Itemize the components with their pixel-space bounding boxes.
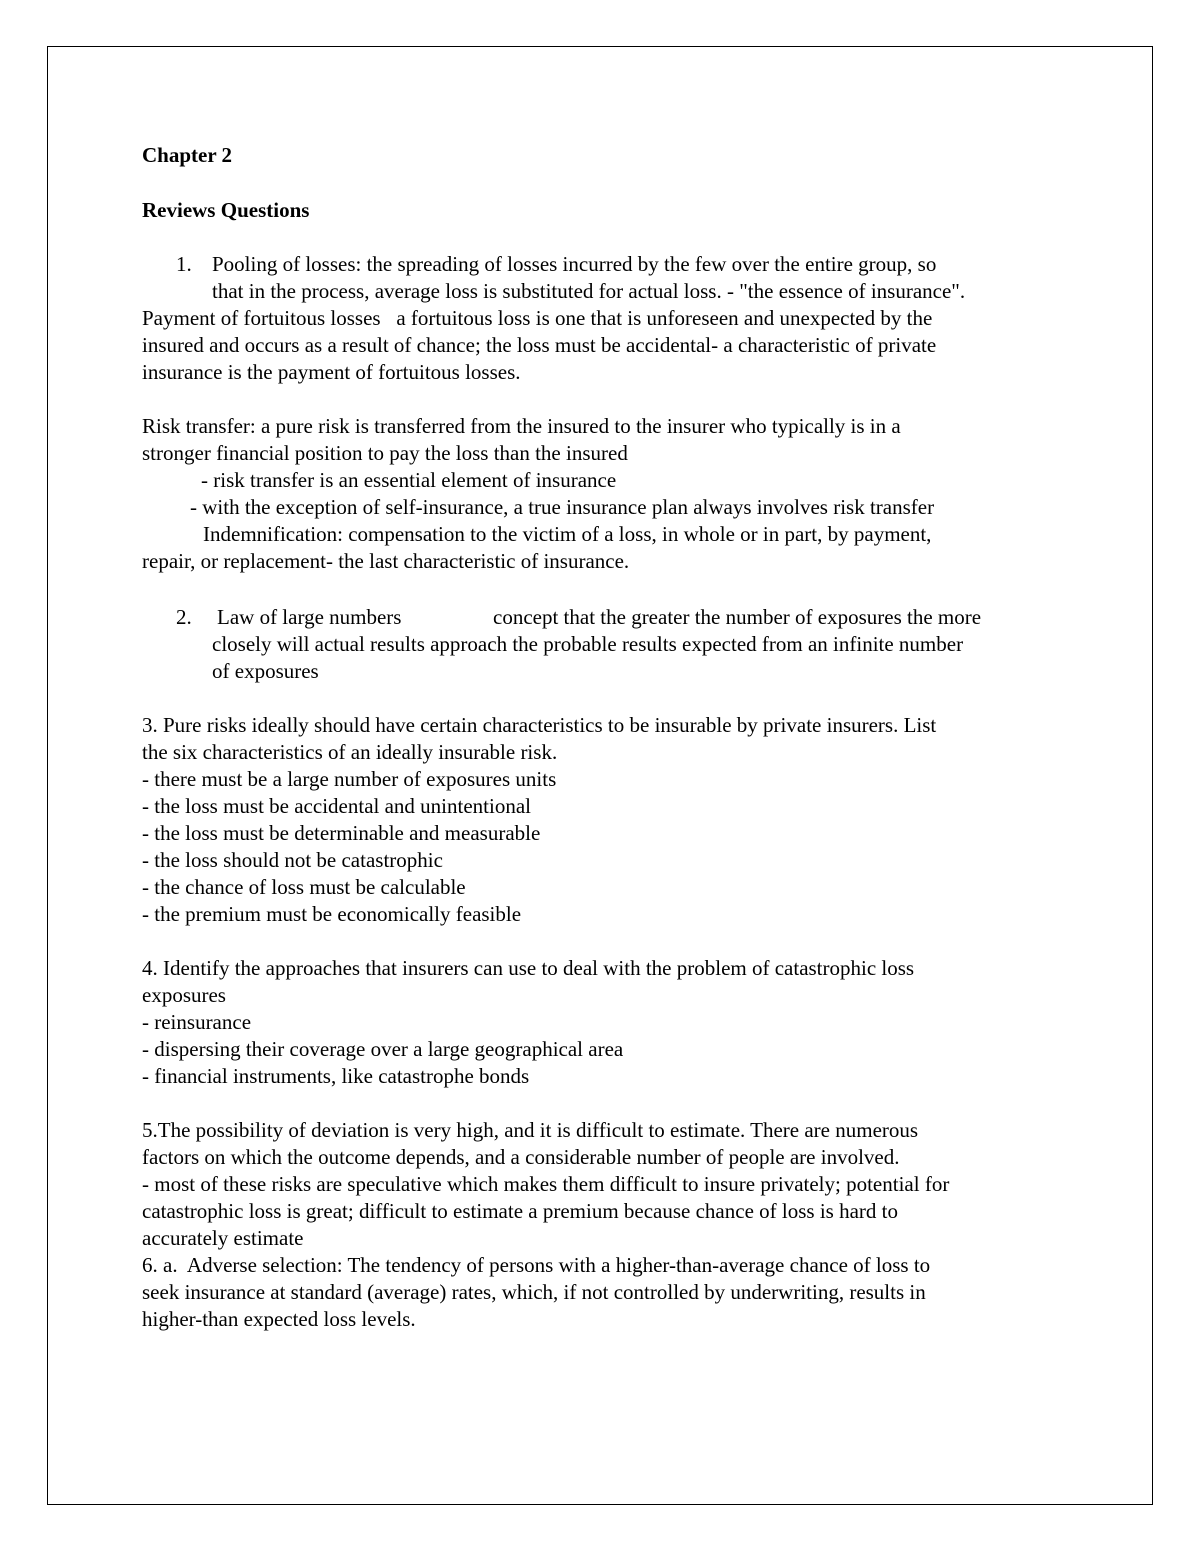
- q6-line: 6. a. Adverse selection: The tendency of persons with a higher-than-average chance of loss to: [142, 1253, 931, 1277]
- q4-line: 4. Identify the approaches that insurers can use to deal with the problem of catastrophic loss: [142, 956, 915, 980]
- q1-line: insured and occurs as a result of chance; the loss must be accidental- a characteristic of private: [142, 333, 937, 357]
- q5-line: - most of these risks are speculative which makes them difficult to insure privately; potential for: [142, 1172, 950, 1196]
- q3-item: - the loss must be accidental and unintentional: [142, 794, 531, 818]
- section-title: Reviews Questions: [142, 198, 310, 222]
- q3-item: - the premium must be economically feasible: [142, 902, 522, 926]
- q3-item: - the loss must be determinable and measurable: [142, 821, 541, 845]
- q1-line: insurance is the payment of fortuitous losses.: [142, 360, 521, 384]
- q1-line: - with the exception of self-insurance, a true insurance plan always involves risk transfer: [190, 495, 935, 519]
- q4-item: - reinsurance: [142, 1010, 252, 1034]
- q1-line: - risk transfer is an essential element of insurance: [201, 468, 617, 492]
- q1-line: that in the process, average loss is substituted for actual loss. - "the essence of insurance".: [212, 279, 966, 303]
- q1-line: stronger financial position to pay the loss than the insured: [142, 441, 628, 465]
- q5-line: factors on which the outcome depends, and a considerable number of people are involved.: [142, 1145, 900, 1169]
- q6-line: seek insurance at standard (average) rates, which, if not controlled by underwriting, results in: [142, 1280, 926, 1304]
- q2-number: 2.: [176, 605, 192, 629]
- q4-item: - dispersing their coverage over a large geographical area: [142, 1037, 624, 1061]
- q3-item: - the loss should not be catastrophic: [142, 848, 443, 872]
- q1-line: Indemnification: compensation to the victim of a loss, in whole or in part, by payment,: [203, 522, 932, 546]
- q4-line: exposures: [142, 983, 226, 1007]
- q1-line: Payment of fortuitous losses a fortuitous loss is one that is unforeseen and unexpected by the: [142, 306, 933, 330]
- q3-line: 3. Pure risks ideally should have certain characteristics to be insurable by private insurers. List: [142, 713, 937, 737]
- q2-line: of exposures: [212, 659, 319, 683]
- chapter-title: Chapter 2: [142, 143, 233, 167]
- q2-term: Law of large numbers: [217, 605, 402, 629]
- q1-number: 1.: [176, 252, 192, 276]
- q2-line: concept that the greater the number of exposures the more: [493, 605, 982, 629]
- q2-line: closely will actual results approach the probable results expected from an infinite number: [212, 632, 964, 656]
- q3-line: the six characteristics of an ideally insurable risk.: [142, 740, 558, 764]
- q6-line: higher-than expected loss levels.: [142, 1307, 416, 1331]
- q1-line: Pooling of losses: the spreading of losses incurred by the few over the entire group, so: [212, 252, 937, 276]
- q3-item: - there must be a large number of exposures units: [142, 767, 557, 791]
- q1-line: repair, or replacement- the last characteristic of insurance.: [142, 549, 630, 573]
- q5-line: 5.The possibility of deviation is very high, and it is difficult to estimate. There are numerous: [142, 1118, 919, 1142]
- q3-item: - the chance of loss must be calculable: [142, 875, 466, 899]
- q4-item: - financial instruments, like catastrophe bonds: [142, 1064, 530, 1088]
- q1-line: Risk transfer: a pure risk is transferred from the insured to the insurer who typically is in a: [142, 414, 901, 438]
- q5-line: catastrophic loss is great; difficult to estimate a premium because chance of loss is hard to: [142, 1199, 898, 1223]
- q5-line: accurately estimate: [142, 1226, 304, 1250]
